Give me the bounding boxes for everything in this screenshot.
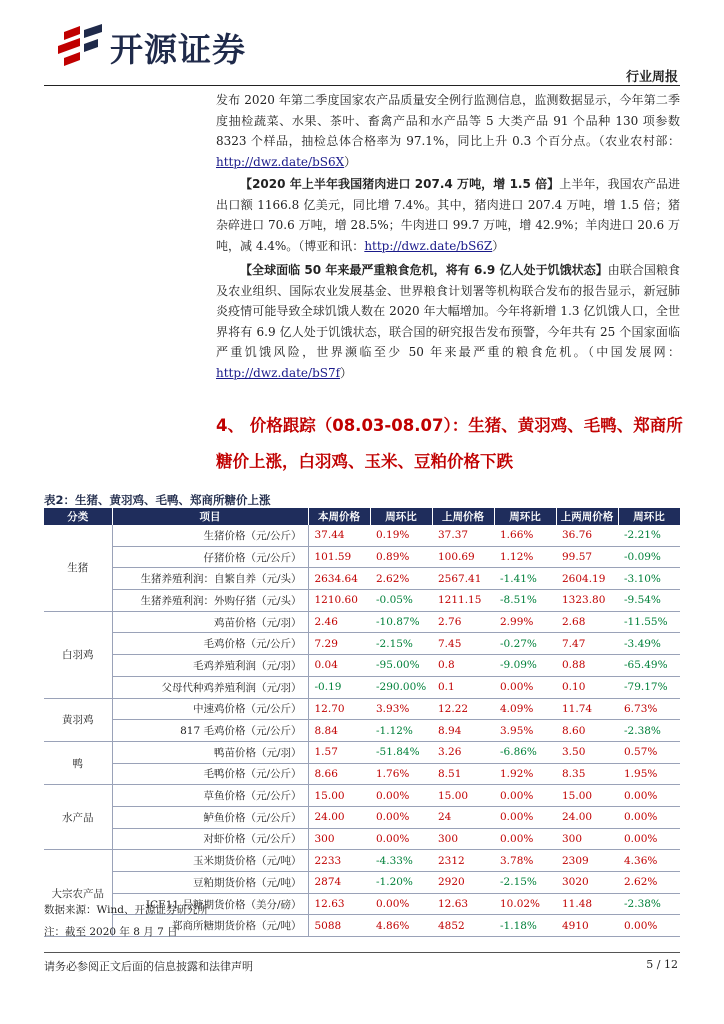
item-cell: 仔猪价格（元/公斤） <box>112 546 308 568</box>
data-source: 数据来源：Wind、开源证券研究所 <box>44 904 208 916</box>
category-cell: 水产品 <box>44 785 112 850</box>
change-cell: 0.00% <box>370 893 432 915</box>
category-cell: 大宗农产品 <box>44 850 112 937</box>
price-cell: 11.74 <box>556 698 618 720</box>
table-header-row <box>44 508 680 525</box>
change-cell: 0.00% <box>370 785 432 807</box>
price-cell: 12.63 <box>308 893 370 915</box>
news-paragraph-1 <box>216 90 680 172</box>
change-cell: 0.00% <box>370 828 432 850</box>
item-cell: 生猪价格（元/公斤） <box>112 525 308 546</box>
column-header: 周环比 <box>618 508 680 525</box>
section-title: 4、 价格跟踪（08.03-08.07）：生猪、黄羽鸡、毛鸭、郑商所糖价上涨，白羽鸡、玉米、豆粕价格下跌 <box>216 416 683 471</box>
price-cell: 2604.19 <box>556 568 618 590</box>
change-cell: 10.02% <box>494 893 556 915</box>
change-cell: 0.00% <box>370 806 432 828</box>
table-row <box>44 546 680 568</box>
change-cell: -79.17% <box>618 676 680 698</box>
price-cell: 37.44 <box>308 525 370 546</box>
footer-divider <box>44 952 680 953</box>
table-row <box>44 785 680 807</box>
change-cell: -9.09% <box>494 655 556 677</box>
change-cell: -1.12% <box>370 720 432 742</box>
price-cell: 0.04 <box>308 655 370 677</box>
change-cell: -0.09% <box>618 546 680 568</box>
column-header: 周环比 <box>370 508 432 525</box>
paragraph-text: 发布 2020 年第二季度国家农产品质量安全例行监测信息，监测数据显示，今年第二季度抽检蔬菜、水果、茶叶、畜禽产品和水产品等 5 大类产品 91 个品种 130 项参数 8323 个样品，抽检总体合格率为 97.1%，同比上升 0.3 个百分点。（农业农村部： <box>216 93 680 148</box>
change-cell: -0.05% <box>370 590 432 612</box>
change-cell: -8.51% <box>494 590 556 612</box>
change-cell: 1.95% <box>618 763 680 785</box>
change-cell: 3.78% <box>494 850 556 872</box>
change-cell: -95.00% <box>370 655 432 677</box>
price-cell: 24 <box>432 806 494 828</box>
price-cell: 2920 <box>432 872 494 894</box>
price-cell: 37.37 <box>432 525 494 546</box>
company-logo <box>58 22 298 69</box>
table-row <box>44 568 680 590</box>
change-cell: -2.15% <box>370 633 432 655</box>
source-link[interactable]: http://dwz.date/bS6Z <box>364 238 493 253</box>
change-cell: 0.00% <box>494 828 556 850</box>
price-cell: 1.57 <box>308 741 370 763</box>
change-cell: -9.54% <box>618 590 680 612</box>
change-cell: 0.00% <box>618 806 680 828</box>
item-cell: 中速鸡价格（元/公斤） <box>112 698 308 720</box>
price-cell: 3.26 <box>432 741 494 763</box>
price-cell: 4852 <box>432 915 494 937</box>
change-cell: 0.00% <box>618 915 680 937</box>
price-cell: 8.94 <box>432 720 494 742</box>
item-cell: 817 毛鸡价格（元/公斤） <box>112 720 308 742</box>
price-cell: 15.00 <box>556 785 618 807</box>
item-cell: 毛鸡养殖利润（元/羽） <box>112 655 308 677</box>
item-cell: 父母代种鸡养殖利润（元/羽） <box>112 676 308 698</box>
table-row <box>44 828 680 850</box>
change-cell: -290.00% <box>370 676 432 698</box>
category-cell: 鸭 <box>44 741 112 784</box>
item-cell: 草鱼价格（元/公斤） <box>112 785 308 807</box>
table-row <box>44 676 680 698</box>
header-divider <box>44 85 680 86</box>
price-cell: 100.69 <box>432 546 494 568</box>
change-cell: 0.00% <box>618 785 680 807</box>
change-cell: -2.38% <box>618 720 680 742</box>
price-cell: 7.47 <box>556 633 618 655</box>
price-cell: 8.66 <box>308 763 370 785</box>
price-cell: 2233 <box>308 850 370 872</box>
table-row <box>44 850 680 872</box>
change-cell: -2.38% <box>618 893 680 915</box>
price-cell: 15.00 <box>308 785 370 807</box>
price-cell: 2634.64 <box>308 568 370 590</box>
change-cell: 4.09% <box>494 698 556 720</box>
table-title: 表2：生猪、黄羽鸡、毛鸭、郑商所糖价上涨 <box>44 493 271 507</box>
price-cell: 36.76 <box>556 525 618 546</box>
paragraph-headline: 【2020 年上半年我国猪肉进口 207.4 万吨，增 1.5 倍】 <box>240 177 560 191</box>
price-cell: 2312 <box>432 850 494 872</box>
table-row <box>44 698 680 720</box>
price-cell: 1210.60 <box>308 590 370 612</box>
table-row <box>44 611 680 633</box>
change-cell: -11.55% <box>618 611 680 633</box>
paragraph-text: 上半年，我国农产品进出口额 1166.8 亿美元，同比增 7.4%。其中，猪肉进口 207.4 万吨，增 1.5 倍；猪杂碎进口 70.6 万吨，增 28.5%；牛肉进口 99.7 万吨，增 42.9%；羊肉进口 20.6 万吨，减 4.4%。（博亚和讯： <box>216 177 680 253</box>
price-cell: 24.00 <box>556 806 618 828</box>
table-row <box>44 525 680 546</box>
category-cell: 生猪 <box>44 525 112 611</box>
price-cell: 0.88 <box>556 655 618 677</box>
change-cell: 3.95% <box>494 720 556 742</box>
footer-disclaimer: 请务必参阅正文后面的信息披露和法律声明 <box>44 960 253 973</box>
column-header: 上两周价格 <box>556 508 618 525</box>
change-cell: 1.12% <box>494 546 556 568</box>
price-cell: 3020 <box>556 872 618 894</box>
table-row <box>44 720 680 742</box>
change-cell: -6.86% <box>494 741 556 763</box>
price-cell: 2309 <box>556 850 618 872</box>
price-cell: 15.00 <box>432 785 494 807</box>
item-cell: ICE11 号糖期货价格（美分/磅） <box>112 893 308 915</box>
item-cell: 对虾价格（元/公斤） <box>112 828 308 850</box>
change-cell: 2.62% <box>370 568 432 590</box>
change-cell: 1.76% <box>370 763 432 785</box>
price-table <box>44 508 681 937</box>
price-cell: 11.48 <box>556 893 618 915</box>
item-cell: 鸡苗价格（元/羽） <box>112 611 308 633</box>
item-cell: 毛鸭价格（元/公斤） <box>112 763 308 785</box>
change-cell: 2.62% <box>618 872 680 894</box>
price-cell: 300 <box>432 828 494 850</box>
price-cell: 300 <box>556 828 618 850</box>
change-cell: 4.36% <box>618 850 680 872</box>
change-cell: 0.89% <box>370 546 432 568</box>
column-header: 上周价格 <box>432 508 494 525</box>
change-cell: 2.99% <box>494 611 556 633</box>
price-cell: 8.35 <box>556 763 618 785</box>
change-cell: 1.66% <box>494 525 556 546</box>
table-row <box>44 633 680 655</box>
table-row <box>44 590 680 612</box>
item-cell: 鲈鱼价格（元/公斤） <box>112 806 308 828</box>
table-row <box>44 806 680 828</box>
paragraph-text: 由联合国粮食及农业组织、国际农业发展基金、世界粮食计划署等机构联合发布的报告显示，新冠肺炎疫情可能导致全球饥饿人数在 2020 年大幅增加。今年将新增 1.3 亿饥饿人口，全世界将有 6.9 亿人处于饥饿状态，联合国的研究报告发布预警，今年共有 25 个国家面临严重饥饿风险，世界濒临至少 50 年来最严重的粮食危机。（中国发展网： <box>216 263 680 359</box>
change-cell: 0.00% <box>494 785 556 807</box>
item-cell: 豆粕期货价格（元/吨） <box>112 872 308 894</box>
news-paragraph-3 <box>216 260 680 383</box>
change-cell: -2.15% <box>494 872 556 894</box>
paragraph-headline: 【全球面临 50 年来最严重粮食危机，将有 6.9 亿人处于饥饿状态】 <box>240 263 608 277</box>
change-cell: -51.84% <box>370 741 432 763</box>
change-cell: 0.19% <box>370 525 432 546</box>
table-row <box>44 741 680 763</box>
price-cell: 24.00 <box>308 806 370 828</box>
table-row <box>44 763 680 785</box>
paragraph-tail: ） <box>340 365 353 380</box>
price-cell: 3.50 <box>556 741 618 763</box>
column-header: 本周价格 <box>308 508 370 525</box>
item-cell: 毛鸡价格（元/公斤） <box>112 633 308 655</box>
change-cell: 0.00% <box>618 828 680 850</box>
change-cell: 1.92% <box>494 763 556 785</box>
change-cell: 0.00% <box>494 676 556 698</box>
paragraph-tail: ） <box>344 154 357 169</box>
price-cell: 8.60 <box>556 720 618 742</box>
item-cell: 玉米期货价格（元/吨） <box>112 850 308 872</box>
item-cell: 郑商所糖期货价格（元/吨） <box>112 915 308 937</box>
price-cell: 8.51 <box>432 763 494 785</box>
price-cell: 7.29 <box>308 633 370 655</box>
column-header: 项目 <box>112 508 308 525</box>
price-cell: -0.19 <box>308 676 370 698</box>
page-number: 5 / 12 <box>646 958 678 971</box>
price-cell: 2874 <box>308 872 370 894</box>
change-cell: -10.87% <box>370 611 432 633</box>
source-link[interactable]: http://dwz.date/bS7f <box>216 365 341 380</box>
price-cell: 2.68 <box>556 611 618 633</box>
logo-mark-icon <box>58 22 106 66</box>
category-cell: 黄羽鸡 <box>44 698 112 741</box>
price-cell: 5088 <box>308 915 370 937</box>
change-cell: 4.86% <box>370 915 432 937</box>
price-cell: 1211.15 <box>432 590 494 612</box>
price-cell: 0.10 <box>556 676 618 698</box>
price-cell: 300 <box>308 828 370 850</box>
price-cell: 2.76 <box>432 611 494 633</box>
item-cell: 生猪养殖利润：外购仔猪（元/头） <box>112 590 308 612</box>
paragraph-tail: ） <box>492 238 505 253</box>
source-link[interactable]: http://dwz.date/bS6X <box>216 154 345 169</box>
price-cell: 99.57 <box>556 546 618 568</box>
change-cell: 0.57% <box>618 741 680 763</box>
column-header: 分类 <box>44 508 112 525</box>
category-cell: 白羽鸡 <box>44 611 112 698</box>
change-cell: -0.27% <box>494 633 556 655</box>
price-cell: 1323.80 <box>556 590 618 612</box>
price-cell: 12.22 <box>432 698 494 720</box>
price-cell: 8.84 <box>308 720 370 742</box>
change-cell: 3.93% <box>370 698 432 720</box>
logo-text: 开源证券 <box>110 30 246 69</box>
change-cell: -65.49% <box>618 655 680 677</box>
table-note: 注：截至 2020 年 8 月 7 日 <box>44 926 178 938</box>
price-cell: 4910 <box>556 915 618 937</box>
table-row <box>44 655 680 677</box>
price-cell: 101.59 <box>308 546 370 568</box>
change-cell: -1.41% <box>494 568 556 590</box>
change-cell: -3.10% <box>618 568 680 590</box>
item-cell: 生猪养殖利润：自繁自养（元/头） <box>112 568 308 590</box>
price-cell: 7.45 <box>432 633 494 655</box>
price-cell: 0.8 <box>432 655 494 677</box>
change-cell: -1.18% <box>494 915 556 937</box>
report-type-tag: 行业周报 <box>625 70 678 85</box>
news-paragraph-2 <box>216 174 680 256</box>
column-header: 周环比 <box>494 508 556 525</box>
change-cell: -2.21% <box>618 525 680 546</box>
change-cell: -1.20% <box>370 872 432 894</box>
price-cell: 0.1 <box>432 676 494 698</box>
table-row <box>44 872 680 894</box>
price-cell: 2567.41 <box>432 568 494 590</box>
price-cell: 12.63 <box>432 893 494 915</box>
change-cell: 6.73% <box>618 698 680 720</box>
price-cell: 2.46 <box>308 611 370 633</box>
change-cell: -3.49% <box>618 633 680 655</box>
item-cell: 鸭苗价格（元/羽） <box>112 741 308 763</box>
change-cell: 0.00% <box>494 806 556 828</box>
change-cell: -4.33% <box>370 850 432 872</box>
price-cell: 12.70 <box>308 698 370 720</box>
